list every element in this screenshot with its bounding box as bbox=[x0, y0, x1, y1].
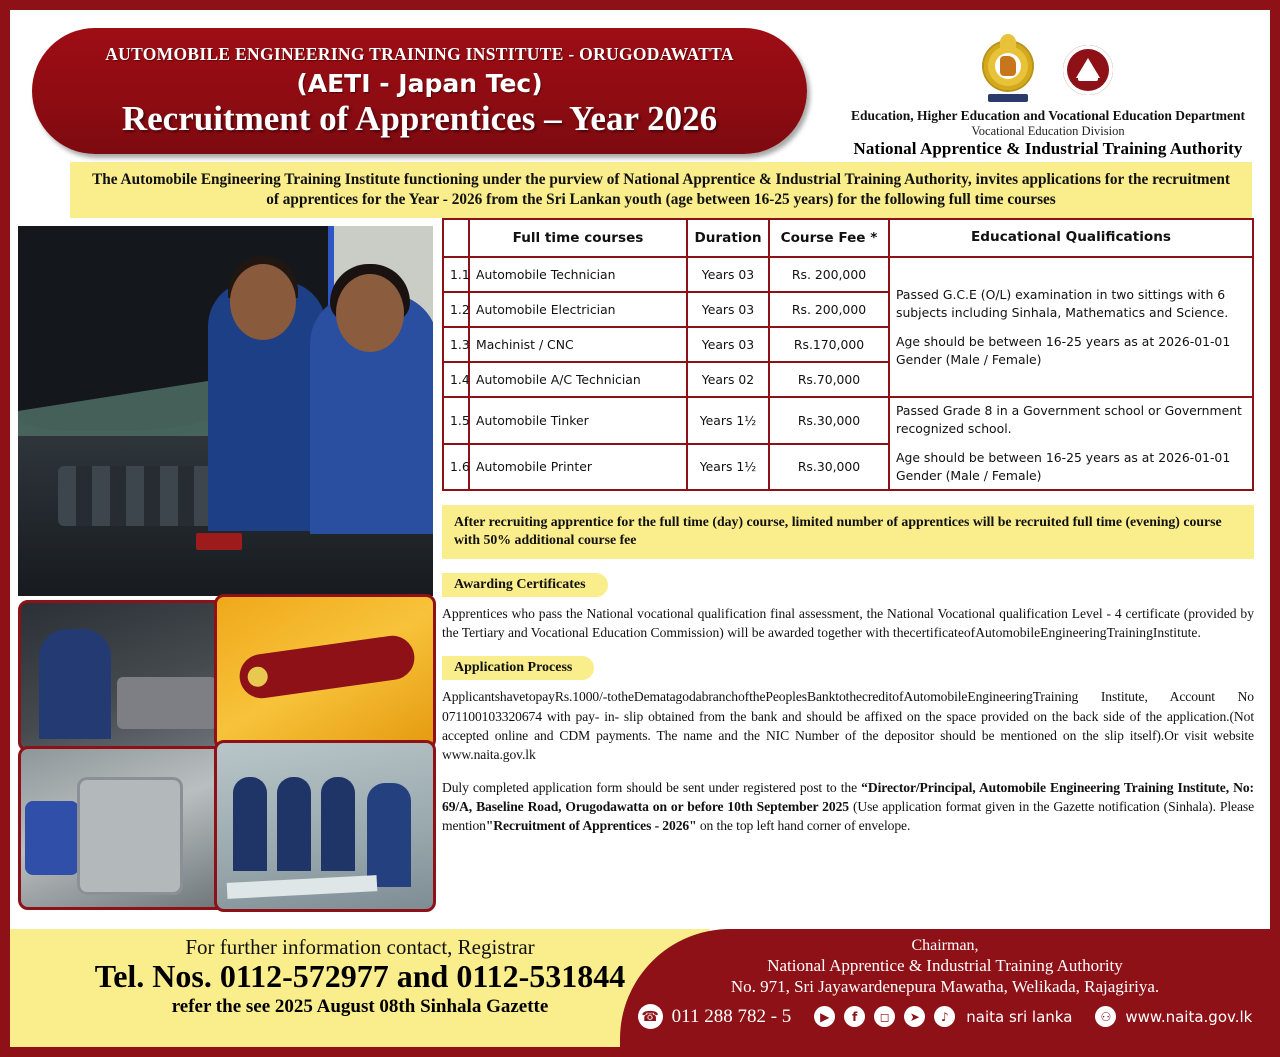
content-column bbox=[442, 218, 1262, 835]
authority-address: No. 971, Sri Jayawardenepura Mawatha, Welikada, Rajagiriya. bbox=[730, 977, 1160, 996]
row-no: 1.4 bbox=[443, 362, 469, 397]
body-area bbox=[10, 218, 1270, 918]
contact-panel bbox=[10, 929, 710, 1047]
row-course: Automobile Electrician bbox=[469, 292, 687, 327]
payment-instructions: ApplicantshavetopayRs.1000/-totheDematagodabranchofthePeoplesBanktothecreditofAutomobileEngineeringTraining Institute, Account No 071100103320674 with pay- in- slip obtained from the bank and should be affixed on the space provided on the back side of the application.(Not accepted online and CDM payments. The name and the NIC Number of the depositor should be mentioned on the slip itself).Or visit website www.naita.gov.lk bbox=[442, 689, 1254, 763]
poster bbox=[10, 10, 1270, 1047]
row-fee: Rs.170,000 bbox=[769, 327, 889, 362]
col-header-qualifications: Educational Qualifications bbox=[889, 219, 1253, 257]
col-header-duration: Duration bbox=[687, 219, 769, 257]
website-url[interactable]: www.naita.gov.lk bbox=[1125, 1007, 1253, 1026]
institute-subtitle: (AETI - Japan Tec) bbox=[296, 68, 543, 98]
organization-block bbox=[838, 30, 1258, 159]
phone-icon: ☎ bbox=[638, 1004, 663, 1029]
row-duration: Years 1½ bbox=[687, 397, 769, 443]
table-row bbox=[443, 397, 1253, 443]
row-duration: Years 02 bbox=[687, 362, 769, 397]
intro-banner: The Automobile Engineering Training Institute functioning under the purview of National Apprentice & Industrial Training Authority, invites applications for the recruitment of apprentices for the Year - 2026 from the Sri Lankan youth (age between 16-25 years) for the following full time courses bbox=[70, 162, 1252, 218]
engine-block-workshop-photo bbox=[18, 746, 226, 910]
evening-course-note: After recruiting apprentice for the full time (day) course, limited number of apprentices will be recruited full time (evening) course with 50% additional course fee bbox=[442, 505, 1254, 559]
row-fee: Rs.30,000 bbox=[769, 444, 889, 490]
col-header-course: Full time courses bbox=[469, 219, 687, 257]
row-fee: Rs. 200,000 bbox=[769, 257, 889, 292]
division-name: Vocational Education Division bbox=[971, 124, 1125, 138]
row-course: Automobile Printer bbox=[469, 444, 687, 490]
social-handle: naita sri lanka bbox=[966, 1007, 1073, 1026]
row-fee: Rs.70,000 bbox=[769, 362, 889, 397]
col-header-no bbox=[443, 219, 469, 257]
gazette-reference: refer the see 2025 August 08th Sinhala Gazette bbox=[171, 996, 549, 1017]
title-banner bbox=[32, 28, 807, 154]
youtube-icon[interactable]: ▶ bbox=[814, 1006, 835, 1027]
courses-table bbox=[442, 218, 1254, 491]
student-with-transmission-photo bbox=[18, 600, 224, 752]
awarding-certificates-body: Apprentices who pass the National vocational qualification final assessment, the National Vocational qualification Level - 4 certificate (provided by the Tertiary and Vocational Education Commission) will be awarded together with thecertificateofAutomobileEngineeringTrainingInstitute. bbox=[442, 605, 1254, 641]
authority-name: National Apprentice & Industrial Training Authority bbox=[853, 139, 1243, 158]
facebook-icon[interactable]: f bbox=[844, 1006, 865, 1027]
row-course: Automobile Tinker bbox=[469, 397, 687, 443]
row-duration: Years 03 bbox=[687, 257, 769, 292]
application-process-body bbox=[442, 687, 1254, 835]
row-no: 1.5 bbox=[443, 397, 469, 443]
row-course: Automobile Technician bbox=[469, 257, 687, 292]
row-course: Machinist / CNC bbox=[469, 327, 687, 362]
phone-number: 011 288 782 - 5 bbox=[671, 1005, 792, 1027]
photo-column bbox=[18, 226, 433, 910]
row-duration: Years 03 bbox=[687, 292, 769, 327]
row-no: 1.3 bbox=[443, 327, 469, 362]
department-name: Education, Higher Education and Vocational Education Department bbox=[851, 108, 1245, 123]
row-course: Automobile A/C Technician bbox=[469, 362, 687, 397]
poster-footer bbox=[10, 929, 1270, 1047]
emblems bbox=[838, 30, 1258, 102]
table-header-row bbox=[443, 219, 1253, 257]
submission-instructions bbox=[442, 778, 1254, 836]
awarding-certificates-tag: Awarding Certificates bbox=[442, 573, 608, 597]
row-no: 1.6 bbox=[443, 444, 469, 490]
page-title: Recruitment of Apprentices – Year 2026 bbox=[121, 98, 718, 138]
contact-intro: For further information contact, Registrar bbox=[185, 935, 535, 959]
submission-text-2: (Use application format given in the Gazette notification (Sinhala). Please mention bbox=[442, 798, 1254, 834]
photo-grid bbox=[18, 600, 433, 910]
apprentices-working-on-car-engine-photo bbox=[18, 226, 433, 596]
qualification-education: Passed Grade 8 in a Government school or Government recognized school. bbox=[896, 403, 1242, 437]
authority-panel bbox=[620, 929, 1270, 1047]
row-fee: Rs.30,000 bbox=[769, 397, 889, 443]
awarding-certificates-section bbox=[442, 573, 1254, 643]
institute-name: AUTOMOBILE ENGINEERING TRAINING INSTITUTE - ORUGODAWATTA bbox=[105, 43, 734, 64]
certificate-scroll-photo bbox=[214, 594, 436, 750]
envelope-mention: "Recruitment of Apprentices - 2026" bbox=[485, 818, 697, 834]
row-no: 1.1 bbox=[443, 257, 469, 292]
application-process-tag: Application Process bbox=[442, 656, 594, 680]
authority-title: National Apprentice & Industrial Training Authority bbox=[767, 956, 1123, 975]
naita-gear-logo-icon bbox=[1060, 44, 1116, 102]
qualification-age: Age should be between 16-25 years as at 2026-01-01 Gender (Male / Female) bbox=[896, 450, 1231, 484]
application-process-section bbox=[442, 656, 1254, 835]
contact-icons-row bbox=[620, 1004, 1270, 1029]
col-header-fee: Course Fee * bbox=[769, 219, 889, 257]
spray-painting-demonstration-photo bbox=[214, 740, 436, 912]
submission-text-3: on the top left hand corner of envelope. bbox=[696, 818, 911, 834]
qualification-education: Passed G.C.E (O/L) examination in two sittings with 6 subjects including Sinhala, Mathematics and Science. bbox=[896, 286, 1229, 320]
globe-icon: ⚇ bbox=[1095, 1006, 1116, 1027]
row-duration: Years 1½ bbox=[687, 444, 769, 490]
chairman-label: Chairman, bbox=[911, 937, 979, 954]
submission-text-1: Duly completed application form should be sent under registered post to the bbox=[442, 779, 862, 795]
tiktok-icon[interactable]: ♪ bbox=[934, 1006, 955, 1027]
row-duration: Years 03 bbox=[687, 327, 769, 362]
row-fee: Rs. 200,000 bbox=[769, 292, 889, 327]
row-no: 1.2 bbox=[443, 292, 469, 327]
telephone-numbers: Tel. Nos. 0112-572977 and 0112-531844 bbox=[94, 958, 626, 994]
poster-header bbox=[10, 10, 1270, 162]
qualification-age: Age should be between 16-25 years as at 2026-01-01 Gender (Male / Female) bbox=[896, 333, 1231, 367]
instagram-icon[interactable]: ◻ bbox=[874, 1006, 895, 1027]
table-row bbox=[443, 257, 1253, 292]
qualification-block-2 bbox=[889, 397, 1253, 490]
sri-lanka-government-emblem-icon bbox=[980, 36, 1036, 102]
qualification-block-1 bbox=[889, 257, 1253, 397]
telegram-icon[interactable]: ➤ bbox=[904, 1006, 925, 1027]
submission-address: “Director/Principal, Automobile Engineering Training Institute, No: 69/A, Baseline Road, Orugodawatta on or before 10th September 2025 bbox=[442, 779, 1254, 814]
